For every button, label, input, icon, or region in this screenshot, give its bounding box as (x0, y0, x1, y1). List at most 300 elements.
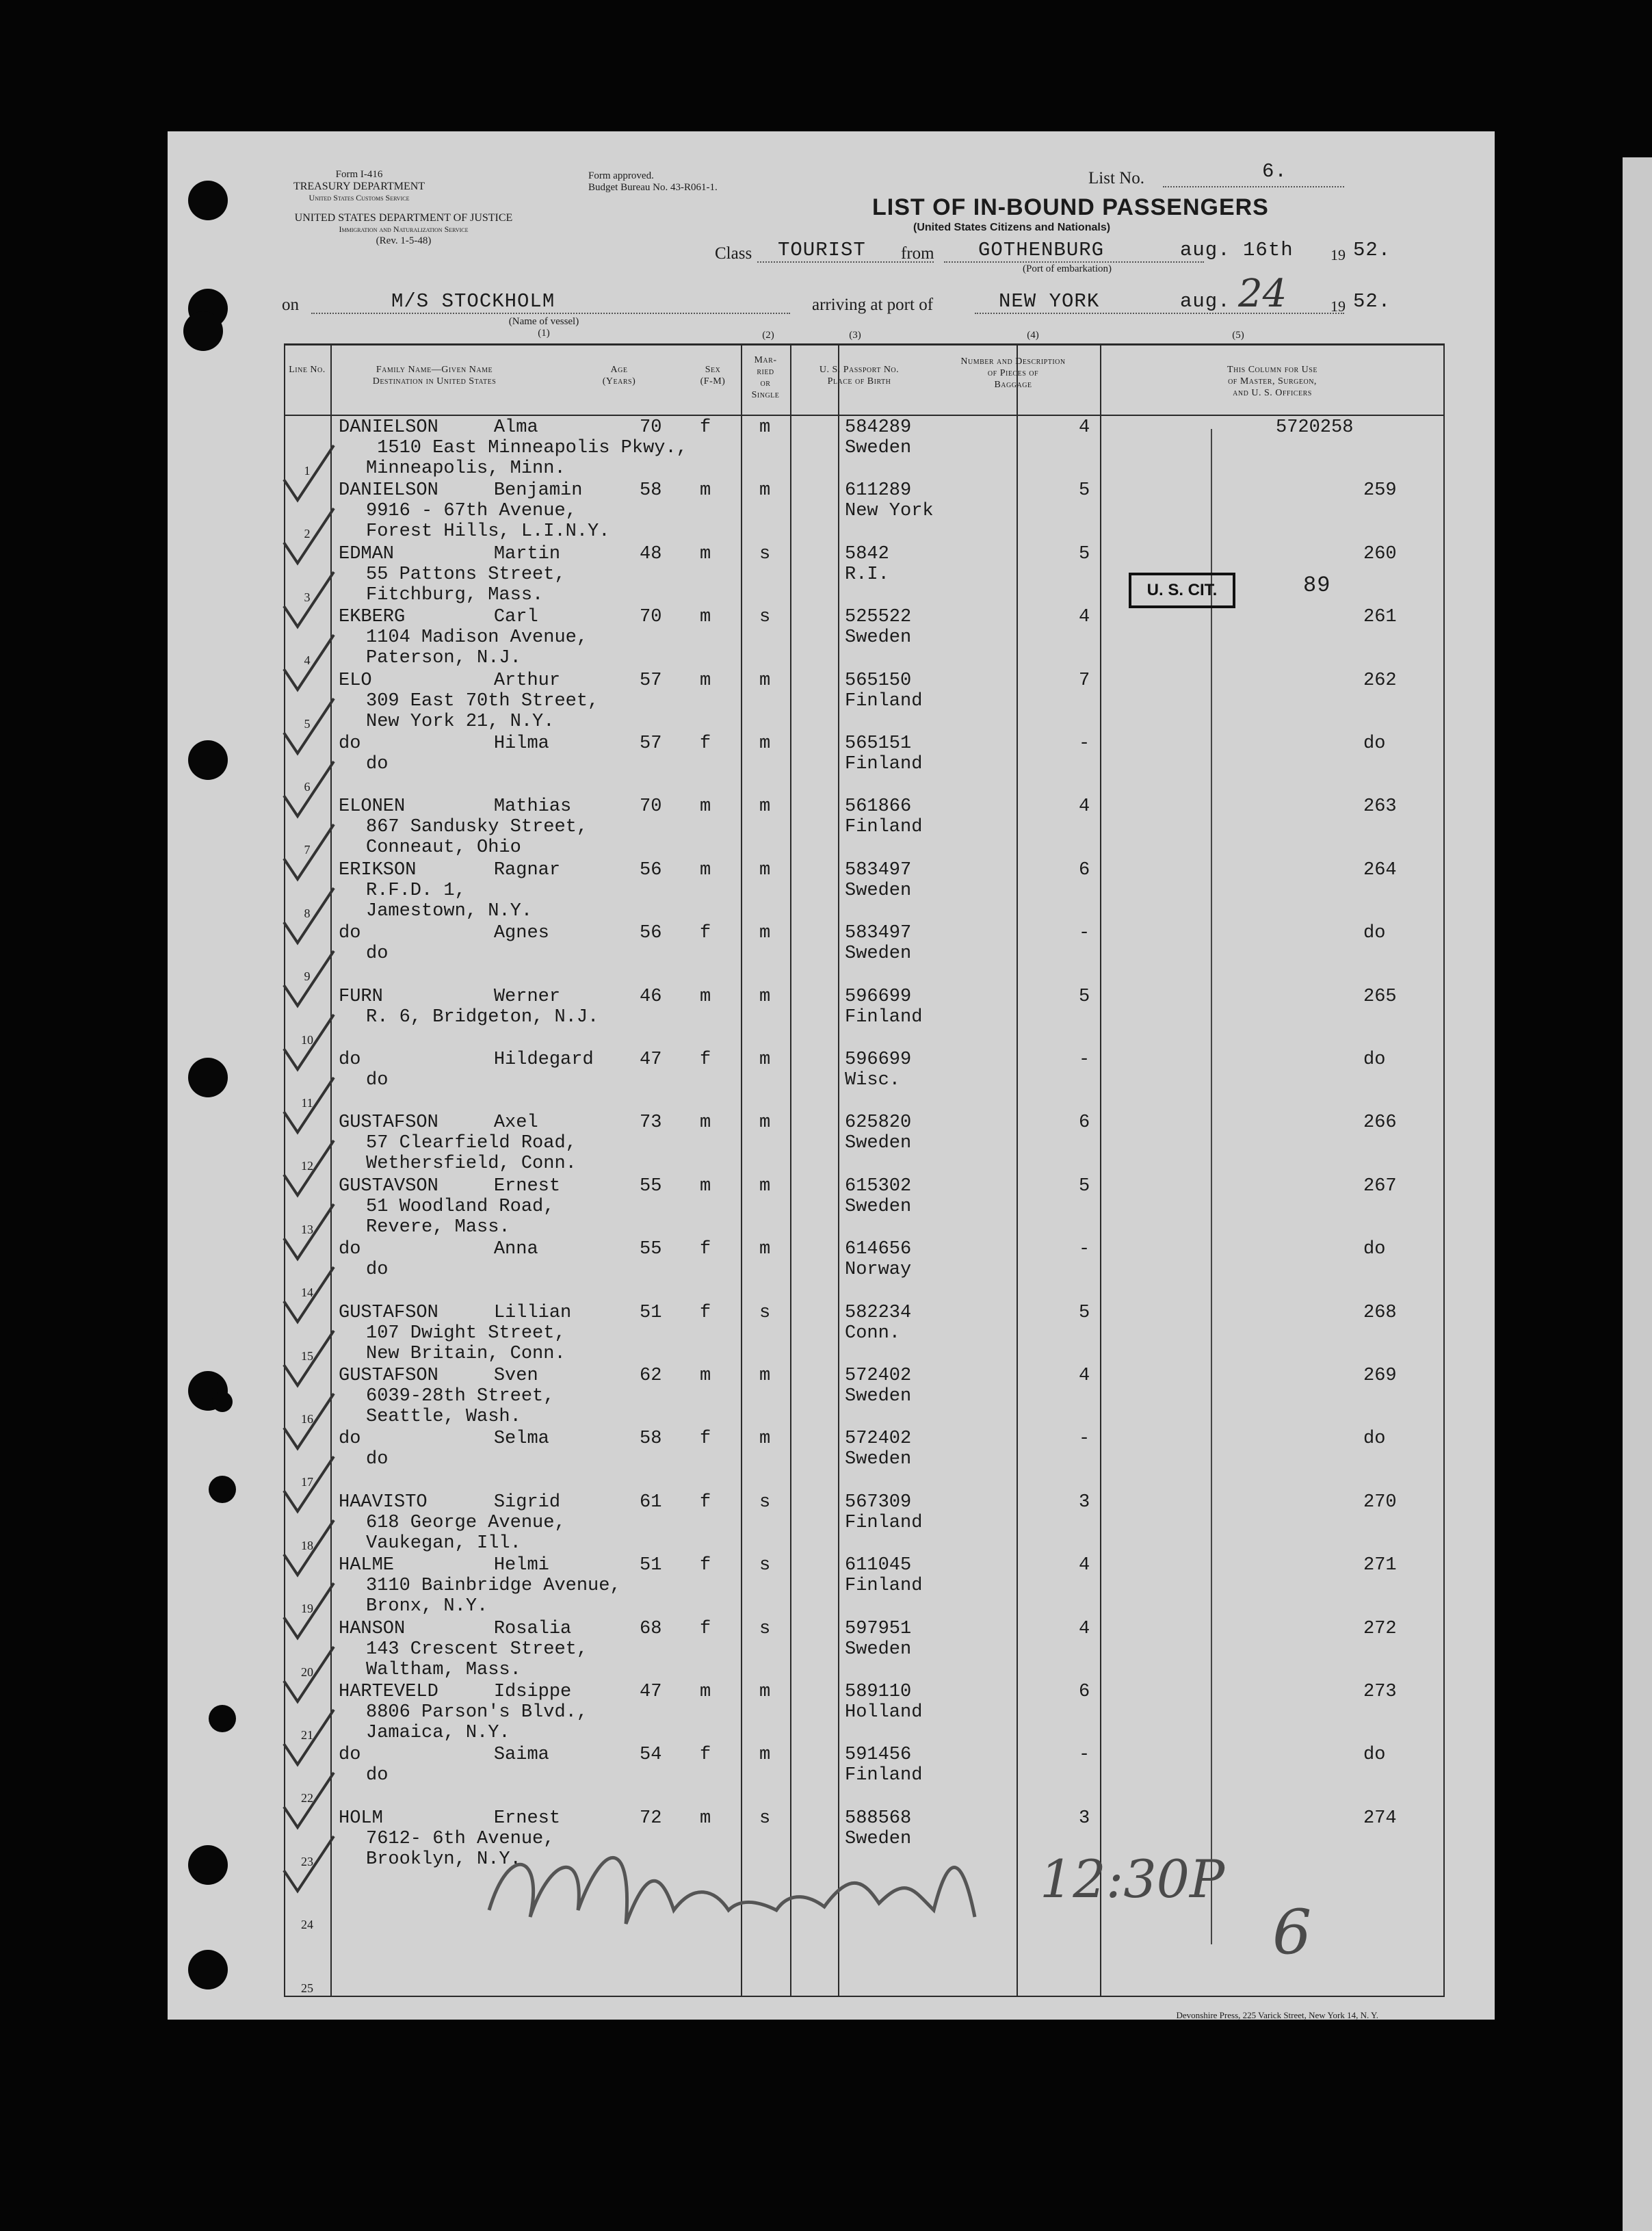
baggage-count: 4 (1079, 796, 1090, 818)
officer-note: 273 (1363, 1682, 1397, 1702)
place-of-birth: Sweden (845, 438, 912, 458)
col-num-3: (3) (849, 330, 861, 341)
place-of-birth: R.I. (845, 564, 889, 585)
place-of-birth: Sweden (845, 943, 912, 965)
passenger-name: FURN Werner (339, 986, 561, 1007)
place-of-birth: Finland (845, 1765, 923, 1786)
line-number: 4 (304, 653, 311, 668)
passenger-name: HARTEVELD Idsippe (339, 1682, 572, 1702)
sex: m (700, 1366, 711, 1386)
page-subtitle: (United States Citizens and Nationals) (913, 222, 1111, 233)
age: 70 (640, 417, 662, 438)
line-number: 21 (301, 1728, 313, 1742)
sex: m (700, 670, 711, 691)
revision: (Rev. 1-5-48) (376, 235, 432, 246)
page-title: LIST OF IN-BOUND PASSENGERS (872, 194, 1269, 220)
vessel-caption: (Name of vessel) (508, 316, 579, 327)
baggage-count: 4 (1079, 1366, 1090, 1386)
passenger-name: GUSTAFSON Sven (339, 1366, 538, 1386)
address-line-1: 107 Dwight Street, (366, 1322, 566, 1344)
marital-status: m (759, 986, 771, 1007)
line-number: 15 (301, 1348, 313, 1363)
sex: m (700, 543, 711, 564)
passenger-name: do Anna (339, 1239, 538, 1260)
address-line-2: Wethersfield, Conn. (366, 1153, 577, 1175)
place-of-birth: Holland (845, 1702, 923, 1723)
header-sex: Sex (F-M) (700, 365, 726, 387)
address-line-2: New York 21, N.Y. (366, 711, 555, 732)
place-of-birth: Finland (845, 1512, 923, 1533)
page-hand-number: 6 (1272, 1896, 1312, 1968)
class-value: TOURIST (778, 239, 866, 261)
list-no-value: 6. (1262, 160, 1287, 183)
address-line-2: Revere, Mass. (366, 1216, 510, 1238)
officer-note: 267 (1363, 1175, 1397, 1197)
justice-dept: UNITED STATES DEPARTMENT OF JUSTICE (294, 212, 513, 224)
passport-number: 615302 (845, 1175, 912, 1197)
sex: f (700, 417, 711, 438)
line-number: 5 (304, 716, 311, 731)
table-row (284, 1047, 1444, 1109)
sex: f (700, 1302, 711, 1323)
address-line-2: Minneapolis, Minn. (366, 458, 566, 479)
passport-number: 588568 (845, 1808, 912, 1829)
marital-status: m (759, 859, 771, 880)
col-num-2: (2) (762, 330, 774, 341)
line-number: 20 (301, 1665, 313, 1679)
punch-hole (188, 1058, 228, 1097)
line-number: 16 (301, 1412, 313, 1426)
arrival-line (975, 313, 1344, 314)
line-number: 1 (304, 464, 311, 478)
col-num-4: (4) (1027, 330, 1039, 341)
passport-number: 565150 (845, 670, 912, 691)
col-num-5: (5) (1232, 330, 1244, 341)
baggage-count: - (1079, 1428, 1090, 1450)
marital-status: m (759, 670, 771, 691)
table-row (284, 984, 1444, 1046)
passport-number: 525522 (845, 607, 912, 628)
treasury-dept: TREASURY DEPARTMENT (293, 181, 425, 192)
address-line-2: Jamestown, N.Y. (366, 900, 533, 922)
sex: f (700, 1555, 711, 1576)
marital-status: m (759, 480, 771, 501)
sex: m (700, 859, 711, 880)
place-of-birth: Finland (845, 690, 923, 712)
table-row (284, 604, 1444, 669)
address-line-1: do (366, 1260, 389, 1281)
table-row (284, 1489, 1444, 1552)
list-no-line (1163, 186, 1344, 187)
line-number: 10 (301, 1032, 313, 1047)
address-line-2: Jamaica, N.Y. (366, 1723, 510, 1743)
line-number: 7 (304, 843, 311, 857)
table-row (284, 1300, 1444, 1362)
marital-status: s (759, 543, 771, 564)
passenger-name: do Saima (339, 1745, 549, 1766)
marital-status: s (759, 1302, 771, 1323)
manifest-page (168, 131, 1495, 2020)
baggage-count: - (1079, 1049, 1090, 1070)
address-line-1: do (366, 1449, 389, 1470)
address-line-2: Forest Hills, L.I.N.Y. (366, 521, 610, 543)
address-line-1: 51 Woodland Road, (366, 1196, 555, 1217)
place-of-birth: Sweden (845, 627, 912, 649)
passenger-name: do Hilma (339, 733, 549, 754)
place-of-birth: New York (845, 501, 934, 522)
line-number: 17 (301, 1475, 313, 1489)
passenger-name: GUSTAFSON Lillian (339, 1302, 572, 1323)
address-line-1: R. 6, Bridgeton, N.J. (366, 1006, 599, 1028)
age: 72 (640, 1808, 662, 1829)
age: 47 (640, 1682, 662, 1702)
age: 54 (640, 1745, 662, 1766)
passenger-name: HOLM Ernest (339, 1808, 561, 1829)
form-number: Form I-416 (335, 169, 383, 180)
officer-note: 262 (1363, 670, 1397, 691)
marital-status: s (759, 1618, 771, 1639)
embark-year: 52. (1353, 239, 1391, 261)
baggage-count: 6 (1079, 1112, 1090, 1134)
age: 62 (640, 1366, 662, 1386)
officer-note: 260 (1363, 543, 1397, 564)
baggage-count: 3 (1079, 1491, 1090, 1513)
table-row (284, 731, 1444, 793)
budget-bureau: Budget Bureau No. 43-R061-1. (588, 182, 718, 193)
line-number: 14 (301, 1286, 313, 1300)
passport-number: 572402 (845, 1428, 912, 1450)
officer-note: 264 (1363, 859, 1397, 880)
table-row (284, 668, 1444, 730)
line-number: 3 (304, 590, 311, 604)
baggage-count: 4 (1079, 607, 1090, 628)
line-number: 18 (301, 1538, 313, 1552)
line-number: 11 (301, 1096, 313, 1110)
sex: f (700, 1049, 711, 1070)
officer-note: 268 (1363, 1302, 1397, 1323)
age: 56 (640, 923, 662, 944)
passenger-name: HALME Helmi (339, 1555, 549, 1576)
line-number: 25 (301, 1981, 313, 1995)
address-line-1: 7612- 6th Avenue, (366, 1828, 555, 1849)
officer-note: 271 (1363, 1555, 1397, 1576)
officer-note: 265 (1363, 986, 1397, 1007)
age: 55 (640, 1239, 662, 1260)
place-of-birth: Wisc. (845, 1070, 901, 1091)
marital-status: m (759, 733, 771, 754)
table-row (284, 1742, 1444, 1804)
sex: m (700, 607, 711, 628)
address-line-1: R.F.D. 1, (366, 880, 466, 901)
punch-hole (188, 740, 228, 780)
baggage-count: - (1079, 923, 1090, 944)
officer-note: do (1363, 733, 1386, 754)
place-of-birth: Conn. (845, 1322, 901, 1344)
table-row (284, 920, 1444, 982)
place-of-birth: Sweden (845, 1639, 912, 1660)
address-line-2: Paterson, N.J. (366, 648, 521, 669)
age: 46 (640, 986, 662, 1007)
address-line-2: Waltham, Mass. (366, 1659, 521, 1680)
age: 48 (640, 543, 662, 564)
passenger-name: DANIELSON Benjamin (339, 480, 583, 501)
passenger-name: GUSTAFSON Axel (339, 1112, 538, 1134)
scan-edge (1623, 157, 1652, 2231)
officer-note: 266 (1363, 1112, 1397, 1134)
place-of-birth: Norway (845, 1260, 912, 1281)
vessel-line (311, 313, 790, 314)
form-approved: Form approved. (588, 170, 654, 181)
table-top-rule (284, 343, 1444, 345)
us-citizen-stamp: U. S. CIT. (1129, 573, 1235, 608)
address-line-1: do (366, 1765, 389, 1786)
header-line-no: Line No. (289, 365, 326, 375)
sex: m (700, 796, 711, 818)
table-row (284, 794, 1444, 859)
age: 56 (640, 859, 662, 880)
passenger-name: ELONEN Mathias (339, 796, 572, 818)
table-row (284, 415, 1444, 477)
passport-number: 572402 (845, 1366, 912, 1386)
arriving-label: arriving at port of (812, 296, 934, 314)
officer-note: do (1363, 1745, 1386, 1766)
address-line-2: Conneaut, Ohio (366, 837, 521, 859)
marital-status: m (759, 923, 771, 944)
address-line-2: Fitchburg, Mass. (366, 584, 544, 605)
passport-number: 589110 (845, 1682, 912, 1702)
baggage-count: 5 (1079, 1175, 1090, 1197)
baggage-count: 6 (1079, 859, 1090, 880)
age: 58 (640, 1428, 662, 1450)
customs-service: United States Customs Service (309, 193, 410, 203)
age: 47 (640, 1049, 662, 1070)
sex: f (700, 1618, 711, 1639)
passport-number: 565151 (845, 733, 912, 754)
baggage-count: - (1079, 1745, 1090, 1766)
officer-note: 270 (1363, 1491, 1397, 1513)
passenger-name: do Selma (339, 1428, 549, 1450)
sex: f (700, 1491, 711, 1513)
port-caption: (Port of embarkation) (1023, 263, 1112, 274)
header-married: Mar- ried or Single (751, 355, 780, 400)
baggage-count: 5 (1079, 480, 1090, 501)
table-row (284, 478, 1444, 543)
marital-status: m (759, 1175, 771, 1197)
line-number: 22 (301, 1791, 313, 1805)
sex: f (700, 1745, 711, 1766)
header-baggage: Number and Description of Pieces of Baggage (960, 356, 1066, 390)
punch-hole (183, 311, 223, 351)
address-line-1: 618 George Avenue, (366, 1512, 566, 1533)
baggage-count: 3 (1079, 1808, 1090, 1829)
table-row (284, 1236, 1444, 1299)
address-line-2: Vaukegan, Ill. (366, 1532, 521, 1554)
place-of-birth: Sweden (845, 1133, 912, 1154)
address-line-1: 6039-28th Street, (366, 1386, 555, 1407)
officer-note: 263 (1363, 796, 1397, 818)
punch-hole (188, 1950, 228, 1989)
place-of-birth: Sweden (845, 1196, 912, 1217)
baggage-count: - (1079, 1239, 1090, 1260)
address-line-1: 867 Sandusky Street, (366, 817, 588, 838)
address-line-1: 55 Pattons Street, (366, 564, 566, 585)
line-number: 8 (304, 906, 311, 920)
passenger-name: do Agnes (339, 923, 549, 944)
place-of-birth: Finland (845, 754, 923, 774)
passport-number: 596699 (845, 1049, 912, 1070)
table-row (284, 857, 1444, 922)
line-number: 12 (301, 1159, 313, 1173)
officer-note: 272 (1363, 1618, 1397, 1639)
place-of-birth: Finland (845, 817, 923, 838)
age: 70 (640, 607, 662, 628)
signature-time: 12:30P (1040, 1849, 1225, 1909)
punch-hole (188, 1845, 228, 1885)
line-number: 13 (301, 1222, 313, 1236)
address-line-1: 57 Clearfield Road, (366, 1133, 577, 1154)
passenger-name: HANSON Rosalia (339, 1618, 572, 1639)
officer-note: 259 (1363, 480, 1397, 501)
address-line-1: do (366, 943, 389, 965)
address-line-2: Brooklyn, N.Y. (366, 1849, 521, 1870)
list-no-label: List No. (1088, 169, 1144, 187)
address-line-1: 3110 Bainbridge Avenue, (366, 1576, 621, 1597)
sex: m (700, 986, 711, 1007)
age: 57 (640, 670, 662, 691)
passport-number: 625820 (845, 1112, 912, 1134)
vessel-value: M/S STOCKHOLM (391, 290, 555, 313)
marital-status: m (759, 1366, 771, 1386)
address-line-2: Bronx, N.Y. (366, 1596, 488, 1617)
passport-number: 567309 (845, 1491, 912, 1513)
place-of-birth: Sweden (845, 880, 912, 901)
printer-credit: Devonshire Press, 225 Varick Street, New York 14, N. Y. (1176, 2010, 1378, 2020)
from-label: from (901, 244, 934, 263)
table-bottom-rule (284, 1996, 1444, 1997)
arrival-year: 52. (1353, 290, 1391, 313)
address-line-1: 8806 Parson's Blvd., (366, 1702, 588, 1723)
table-row (284, 1363, 1444, 1425)
baggage-count: 4 (1079, 417, 1090, 438)
place-of-birth: Sweden (845, 1828, 912, 1849)
ins-label: Immigration and Naturalization Service (339, 224, 469, 234)
sex: m (700, 1112, 711, 1134)
baggage-count: 5 (1079, 1302, 1090, 1323)
embark-date: aug. 16th (1180, 239, 1294, 261)
address-line-1: 9916 - 67th Avenue, (366, 501, 577, 522)
col-num-1: (1) (538, 328, 550, 339)
table-row (284, 1110, 1444, 1175)
passport-number: 5842 (845, 543, 889, 564)
table-row (284, 1426, 1444, 1488)
officer-note: do (1363, 1239, 1386, 1260)
passenger-name: HAAVISTO Sigrid (339, 1491, 561, 1513)
age: 73 (640, 1112, 662, 1134)
marital-status: m (759, 1112, 771, 1134)
passenger-name: EKBERG Carl (339, 607, 538, 628)
baggage-count: 7 (1079, 670, 1090, 691)
passport-number: 596699 (845, 986, 912, 1007)
passport-number: 597951 (845, 1618, 912, 1639)
address-line-1: 309 East 70th Street, (366, 690, 599, 712)
embark-year-prefix: 19 (1330, 246, 1346, 263)
sex: m (700, 1808, 711, 1829)
marital-status: m (759, 417, 771, 438)
arrival-date: aug. (1180, 290, 1231, 313)
header-name: Family Name—Given Name Destination in United States (372, 365, 497, 387)
passenger-name: DANIELSON Alma (339, 417, 538, 438)
arrival-year-prefix: 19 (1330, 298, 1346, 315)
line-number: 23 (301, 1854, 313, 1868)
sex: m (700, 480, 711, 501)
port-embark: GOTHENBURG (978, 239, 1105, 261)
marital-status: m (759, 1239, 771, 1260)
sex: f (700, 1428, 711, 1450)
address-line-2: Seattle, Wash. (366, 1407, 521, 1427)
officer-note: do (1363, 923, 1386, 944)
address-line-1: 143 Crescent Street, (366, 1639, 588, 1660)
line-number: 19 (301, 1602, 313, 1616)
age: 57 (640, 733, 662, 754)
place-of-birth: Finland (845, 1576, 923, 1597)
age: 55 (640, 1175, 662, 1197)
passenger-name: EDMAN Martin (339, 543, 561, 564)
marital-status: s (759, 1808, 771, 1829)
table-row (284, 1173, 1444, 1236)
sex: m (700, 1682, 711, 1702)
sex: f (700, 923, 711, 944)
punch-hole (212, 1392, 233, 1412)
marital-status: m (759, 1745, 771, 1766)
place-of-birth: Sweden (845, 1449, 912, 1470)
officer-note: 5720258 (1276, 417, 1354, 438)
age: 61 (640, 1491, 662, 1513)
passenger-table (284, 343, 1444, 1997)
passport-number: 611289 (845, 480, 912, 501)
age: 51 (640, 1302, 662, 1323)
officer-note: do (1363, 1049, 1386, 1070)
baggage-count: 4 (1079, 1555, 1090, 1576)
passport-number: 583497 (845, 923, 912, 944)
line-number: 9 (304, 969, 311, 984)
marital-status: m (759, 1428, 771, 1450)
passport-number: 611045 (845, 1555, 912, 1576)
baggage-count: 6 (1079, 1682, 1090, 1702)
passenger-name: do Hildegard (339, 1049, 594, 1070)
punch-hole (209, 1705, 236, 1732)
address-line-2: New Britain, Conn. (366, 1343, 566, 1364)
address-line-1: 1510 East Minneapolis Pkwy., (366, 438, 687, 458)
line-number: 24 (301, 1918, 313, 1932)
passport-number: 583497 (845, 859, 912, 880)
marital-status: m (759, 1682, 771, 1702)
passenger-name: GUSTAVSON Ernest (339, 1175, 561, 1197)
punch-hole (188, 181, 228, 220)
header-officers: This Column for Use of Master, Surgeon, and U. S. Officers (1227, 365, 1317, 398)
passport-number: 584289 (845, 417, 912, 438)
place-of-birth: Finland (845, 1006, 923, 1028)
table-row (284, 1616, 1444, 1678)
punch-hole (209, 1476, 236, 1503)
baggage-count: 5 (1079, 986, 1090, 1007)
marital-status: s (759, 607, 771, 628)
marital-status: m (759, 796, 771, 818)
age: 51 (640, 1555, 662, 1576)
baggage-count: 4 (1079, 1618, 1090, 1639)
line-number: 6 (304, 780, 311, 794)
arrival-day-handwritten: 24 (1238, 272, 1287, 316)
port-line (944, 261, 1204, 263)
